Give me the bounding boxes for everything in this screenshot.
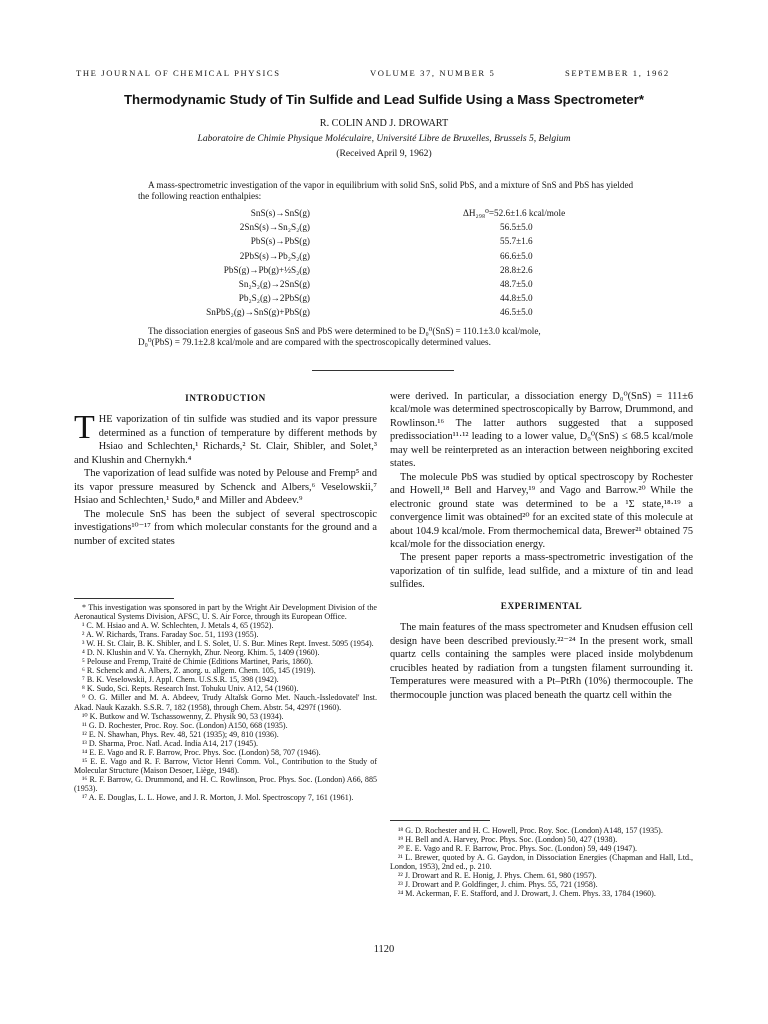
footnote: ²⁴ M. Ackerman, F. E. Stafford, and J. Drowart, J. Chem. Phys. 33, 1784 (1960). — [398, 889, 656, 899]
right-paragraph-4: The main features of the mass spectrometer and Knudsen effusion cell design have been described previously.²²⁻²⁴ In the present work, small quartz cells containing the samples were placed inside molybdenum crucibles heated by radiation from a tungsten filament surrounding it. Temperatures were measured with a Pt–PtRh (10%) thermocouple. The thermocouple junction was placed beneath the quartz cell within the — [390, 622, 693, 701]
reaction-equation: Sn₂S₂(g)→2SnS(g) — [238, 279, 310, 289]
right-column — [390, 390, 693, 702]
reaction-equation: PbS(g)→Pb(g)+½S₂(g) — [223, 264, 310, 275]
footnote: ³ W. H. St. Clair, B. K. Shibler, and I. S. Solet, U. S. Bur. Mines Rept. Invest. 5095 (1954). — [82, 639, 374, 649]
abstract-intro — [138, 180, 634, 202]
enthalpy-header: ΔH₂₉₈⁰=52.6±1.6 kcal/mole — [463, 208, 566, 218]
footnote: ⁹ O. G. Miller and M. A. Abdeev, Trudy Altaĭsk Gorno Met. Nauch.-Issledovatel' Inst. Akad. Nauk Kazakh. S.S.R. 7, 182 (1958), through Chem. Abstr. 54, 4297f (1960). — [74, 693, 377, 712]
reaction-equation: 2SnS(s)→Sn₂S₂(g) — [239, 222, 310, 233]
journal-name: THE JOURNAL OF CHEMICAL PHYSICS — [76, 68, 281, 78]
footnote: ² A. W. Richards, Trans. Faraday Soc. 51, 1193 (1955). — [82, 630, 259, 640]
footnote: ¹⁰ K. Butkow and W. Tschassowenny, Z. Physik 90, 53 (1934). — [82, 711, 284, 721]
footnote: ¹⁸ G. D. Rochester and H. C. Howell, Proc. Roy. Soc. (London) A148, 157 (1935). — [398, 826, 663, 835]
volume-number: VOLUME 37, NUMBER 5 — [370, 68, 496, 78]
reaction-equation: SnS(s)→SnS(g) — [250, 208, 310, 218]
reaction-enthalpy: 56.5±5.0 — [500, 222, 533, 233]
abstract-closing-line-2: D₀⁰(PbS) = 79.1±2.8 kcal/mole and are compared with the spectroscopically determined values. — [138, 336, 491, 347]
footnote: ¹⁵ E. E. Vago and R. F. Barrow, Victor Henri Comm. Vol., Contribution to the Study of Molecular Structure (Maison Desoer, Liège, 1948). — [74, 756, 377, 775]
footnote: ⁴ D. N. Klushin and V. Ya. Chernykh, Zhur. Neorg. Khim. 5, 1409 (1960). — [82, 648, 320, 658]
right-paragraph-1: were derived. In particular, a dissociation energy D₀⁰(SnS) = 111±6 kcal/mole was determined spectroscopically by Barrow, Drummond, and Rowlinson.¹⁶ The latter authors suggested that a supposed predissociation¹¹·¹² leading to a lower value, D₀⁰(SnS) ≤ 68.5 kcal/mole may well be reinterpreted as an interaction between neighboring excited states. — [390, 391, 693, 470]
intro-paragraph-1: HE vaporization of tin sulfide was studied and its vapor pressure determined as a function of temperature by different methods by Hsiao and Schlechten,¹ Richards,² St. Clair, Shibler, and Solet,³ and Klushin and Chernykh.⁴ — [74, 414, 377, 466]
reaction-enthalpy: 46.5±5.0 — [500, 307, 533, 318]
footnote: ¹ C. M. Hsiao and A. W. Schlechten, J. Metals 4, 65 (1952). — [82, 621, 274, 631]
reaction-equation: Pb₂S₂(g)→2PbS(g) — [238, 293, 310, 304]
left-footnote-rule — [74, 598, 174, 599]
intro-paragraph-3: The molecule SnS has been the subject of several spectroscopic investigations¹⁰⁻¹⁷ from which molecular constants for the ground and a number of excited states — [74, 508, 377, 547]
footnote: ¹² E. N. Shawhan, Phys. Rev. 48, 521 (1935); 49, 810 (1936). — [82, 729, 279, 739]
footnote: ¹¹ G. D. Rochester, Proc. Roy. Soc. (London) A150, 668 (1935). — [82, 720, 288, 730]
footnote: ⁵ Pelouse and Fremp, Traité de Chimie (Editions Martinet, Paris, 1860). — [82, 657, 313, 667]
abstract-closing — [138, 326, 634, 348]
footnote: ¹⁴ E. E. Vago and R. F. Barrow, Proc. Phys. Soc. (London) 58, 707 (1946). — [82, 747, 321, 757]
footnote: ¹⁶ R. F. Barrow, G. Drummond, and H. C. Rowlinson, Proc. Phys. Soc. (London) A66, 885 (1953). — [74, 774, 377, 793]
abstract-separator — [312, 370, 454, 371]
footnote: ¹⁷ A. E. Douglas, L. L. Howe, and J. R. Morton, J. Mol. Spectroscopy 7, 161 (1961). — [82, 792, 354, 802]
footnote: ¹³ D. Sharma, Proc. Natl. Acad. India A14, 217 (1945). — [82, 738, 259, 748]
footnote: ¹⁹ H. Bell and A. Harvey, Proc. Phys. Soc. (London) 50, 427 (1938). — [398, 835, 618, 845]
right-paragraph-3: The present paper reports a mass-spectrometric investigation of the vaporization of tin sulfide, lead sulfide, and a mixture of tin and lead sulfides. — [390, 552, 693, 591]
reaction-enthalpy: 55.7±1.6 — [500, 236, 533, 247]
reaction-equation: 2PbS(s)→Pb₂S₂(g) — [239, 250, 310, 261]
reaction-equation: SnPbS₂(g)→SnS(g)+PbS(g) — [206, 307, 310, 318]
issue-date: SEPTEMBER 1, 1962 — [565, 68, 670, 78]
right-footnote-rule — [390, 820, 490, 821]
article-title: Thermodynamic Study of Tin Sulfide and Lead Sulfide Using a Mass Spectrometer* — [123, 92, 645, 107]
abstract-intro-text: A mass-spectrometric investigation of the vapor in equilibrium with solid SnS, solid PbS, and a mixture of SnS and PbS has yielded the following reaction enthalpies: — [138, 180, 634, 201]
abstract-closing-line-1: The dissociation energies of gaseous SnS and PbS were determined to be D₀⁰(SnS) = 110.1±3.0 kcal/mole, — [148, 326, 541, 336]
reaction-enthalpy: 28.8±2.6 — [500, 264, 533, 275]
footnote: ⁸ K. Sudo, Sci. Repts. Research Inst. Tohuku Univ. A12, 54 (1960). — [82, 684, 299, 694]
footnote: ²⁰ E. E. Vago and R. F. Barrow, Proc. Phys. Soc. (London) 59, 449 (1947). — [398, 844, 638, 854]
experimental-heading: EXPERIMENTAL — [500, 600, 583, 611]
left-footnotes — [74, 603, 377, 802]
reaction-enthalpy: 48.7±5.0 — [500, 279, 533, 289]
affiliation: Laboratoire de Chimie Physique Moléculaire, Université Libre de Bruxelles, Brussels 5, Belgium — [197, 133, 571, 144]
left-column — [74, 390, 377, 548]
reaction-enthalpy: 44.8±5.0 — [500, 293, 533, 304]
page-number: 1120 — [373, 944, 395, 955]
footnote: ²² J. Drowart and R. E. Honig, J. Phys. Chem. 61, 980 (1957). — [398, 871, 597, 881]
right-footnotes — [390, 826, 693, 898]
footnote: ²¹ L. Brewer, quoted by A. G. Gaydon, in Dissociation Energies (Chapman and Hall, Ltd., London, 1953), 2nd ed., p. 210. — [390, 853, 693, 872]
received-date: (Received April 9, 1962) — [336, 148, 432, 159]
footnote: ⁷ B. K. Veselowskii, J. Appl. Chem. U.S.S.R. 15, 398 (1942). — [82, 675, 279, 685]
authors: R. COLIN AND J. DROWART — [319, 118, 449, 129]
intro-paragraph-2: The vaporization of lead sulfide was noted by Pelouse and Fremp⁵ and its vapor pressure measured by Schenck and Albers,⁶ Veselowskii,⁷ Hsiao and Schlechten,¹ Sudo,⁸ and Miller and Abdeev.⁹ — [74, 468, 377, 507]
reaction-equation: PbS(s)→PbS(g) — [250, 236, 310, 247]
footnote: ⁶ R. Schenck and A. Albers, Z. anorg. u. allgem. Chem. 105, 145 (1919). — [82, 666, 316, 676]
introduction-heading: INTRODUCTION — [185, 393, 266, 403]
footnote: ²³ J. Drowart and P. Goldfinger, J. chim. Phys. 55, 721 (1958). — [398, 880, 598, 890]
reaction-enthalpy: 66.6±5.0 — [500, 250, 533, 261]
right-paragraph-2: The molecule PbS was studied by optical spectroscopy by Rochester and Howell,¹⁸ Bell and Harvey,¹⁹ and Vago and Barrow.²⁰ While the electronic ground state was determined to be a ¹Σ state,¹⁸·¹⁹ a convergence limit was obtained²⁰ for an excited state of this molecule at about 104.9 kcal/mole. From thermochemical data, Brewer²¹ obtained 75 kcal/mole for the dissociation energy. — [390, 471, 693, 550]
footnote: * This investigation was sponsored in part by the Wright Air Development Division of the Aeronautical Systems Division, AFSC, U. S. Air Force, through its European Office. — [74, 603, 377, 622]
drop-cap: T — [74, 409, 95, 447]
